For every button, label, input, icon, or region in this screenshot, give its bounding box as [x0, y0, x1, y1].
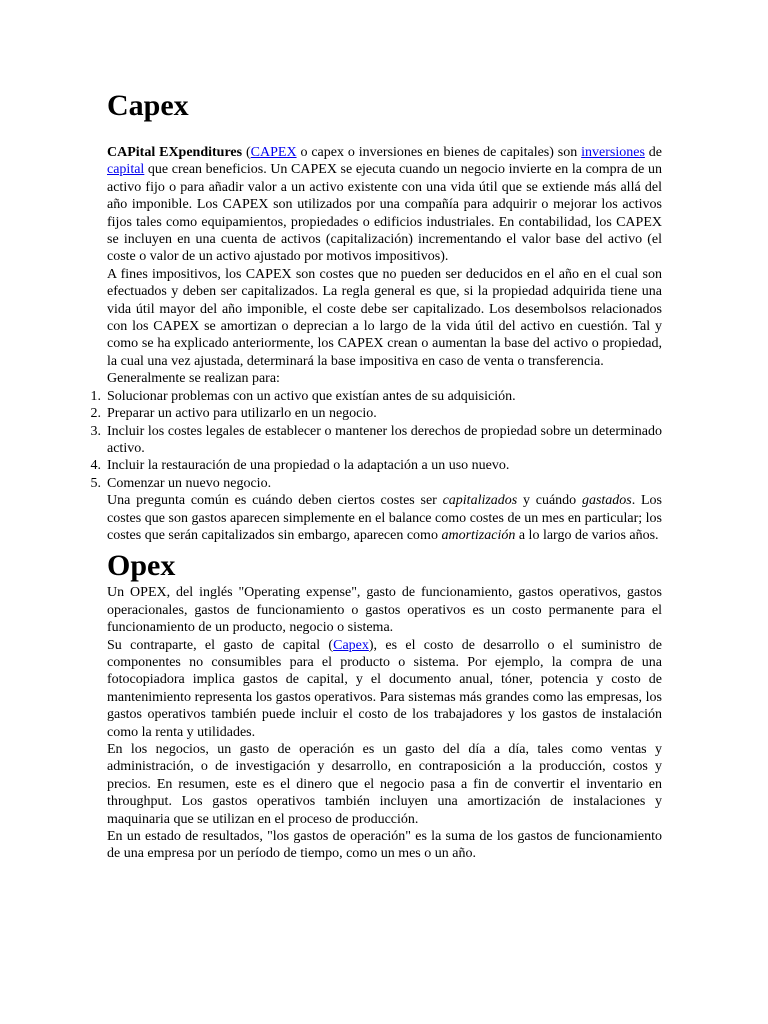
- document-page: [90, 88, 663, 863]
- capex-paragraph-2: A fines impositivos, los CAPEX son costes que no pueden ser deducidos en el año en el cual son efectuados y deben ser capitalizados. La regla general es que, si la propiedad adquirida tiene una vida útil mayor del año imponible, el coste debe ser capitalizado. Los desembolsos relacionados con los CAPEX se amortizan o deprecian a lo largo de la vida útil del activo en cuestión. Tal y como se ha explicado anteriormente, los CAPEX crean o aumentan la base del activo o propiedad, la cual una vez ajustada, determinará la base impositiva en caso de venta o transferencia.: [107, 266, 662, 369]
- inversiones-link[interactable]: inversiones: [581, 145, 645, 160]
- capex-paragraph-1: CAPital EXpenditures (CAPEX o capex o inversiones en bienes de capitales) son inversiones de capital que crean beneficios. Un CAPEX se ejecuta cuando un negocio invierte en la compra de un activo fijo o para añadir valor a un activo existente con una vida útil que se extiende más allá del año imponible. Los CAPEX son utilizados por una compañía para adquirir o mejorar los activos fijos tales como equipamientos, propiedades o edificios industriales. En contabilidad, los CAPEX se incluyen en una cuenta de activos (capitalización) incrementando el valor base del activo (el coste o valor de un activo ajustado por motivos impositivos).: [107, 145, 663, 265]
- opex-paragraph-4: En un estado de resultados, "los gastos de operación" es la suma de los gastos de funcionamiento de una empresa por un período de tiempo, como un mes o un año.: [107, 829, 662, 862]
- capex-paragraph-3: Generalmente se realizan para:: [107, 371, 280, 387]
- capex-purpose-list: [90, 388, 662, 492]
- list-item: 5. Comenzar un nuevo negocio.: [90, 475, 272, 491]
- opex-paragraph-2: Su contraparte, el gasto de capital (Capex), es el costo de desarrollo o el suministro de componentes no consumibles para el producto o sistema. Por ejemplo, la compra de una fotocopiadora implica gastos de capital, y el documento anual, tóner, potencia y costo de mantenimiento representa los gastos operativos. Para sistemas más grandes como las empresas, los gastos operativos también puede incluir el costo de los trabajadores y los gastos de instalación como la renta y utilidades.: [107, 637, 663, 740]
- list-item: 2. Preparar un activo para utilizarlo en un negocio.: [90, 406, 377, 422]
- opex-paragraph-3: En los negocios, un gasto de operación es un gasto del día a día, tales como ventas y administración, o de investigación y desarrollo, en contraposición a la producción, costos y precios. En resumen, este es el dinero que el negocio pasa a fin de convertir el inventario en throughput. Los gastos operativos también incluyen una amortización de instalaciones y maquinaria que se utilizan en el proceso de producción.: [107, 742, 662, 827]
- list-item: 3. Incluir los costes legales de establecer o mantener los derechos de propiedad sobre un determinado activo.: [90, 423, 662, 456]
- capex-link[interactable]: CAPEX: [250, 145, 297, 160]
- capital-link[interactable]: capital: [107, 162, 145, 178]
- capex-heading: Capex: [107, 89, 189, 122]
- capex-paragraph-4: Una pregunta común es cuándo deben ciertos costes ser capitalizados y cuándo gastados. Los costes que son gastos aparecen simplemente en el balance como costes de un mes en particular; los costes que serán capitalizados sin embargo, aparecen como amortización a lo largo de varios años.: [107, 493, 663, 543]
- opex-heading: Opex: [107, 549, 176, 583]
- opex-paragraph-1: Un OPEX, del inglés "Operating expense", gasto de funcionamiento, gastos operativos, gastos operacionales, gastos de funcionamiento o gastos operativos es un costo permanente para el funcionamiento de un producto, negocio o sistema.: [107, 585, 662, 636]
- list-item: 4. Incluir la restauración de una propiedad o la adaptación a un uso nuevo.: [90, 458, 510, 474]
- opex-capex-link[interactable]: Capex: [333, 637, 369, 653]
- list-item: 1. Solucionar problemas con un activo que existían antes de su adquisición.: [90, 388, 516, 404]
- capex-bold-term: CAPital EXpenditures: [107, 145, 243, 160]
